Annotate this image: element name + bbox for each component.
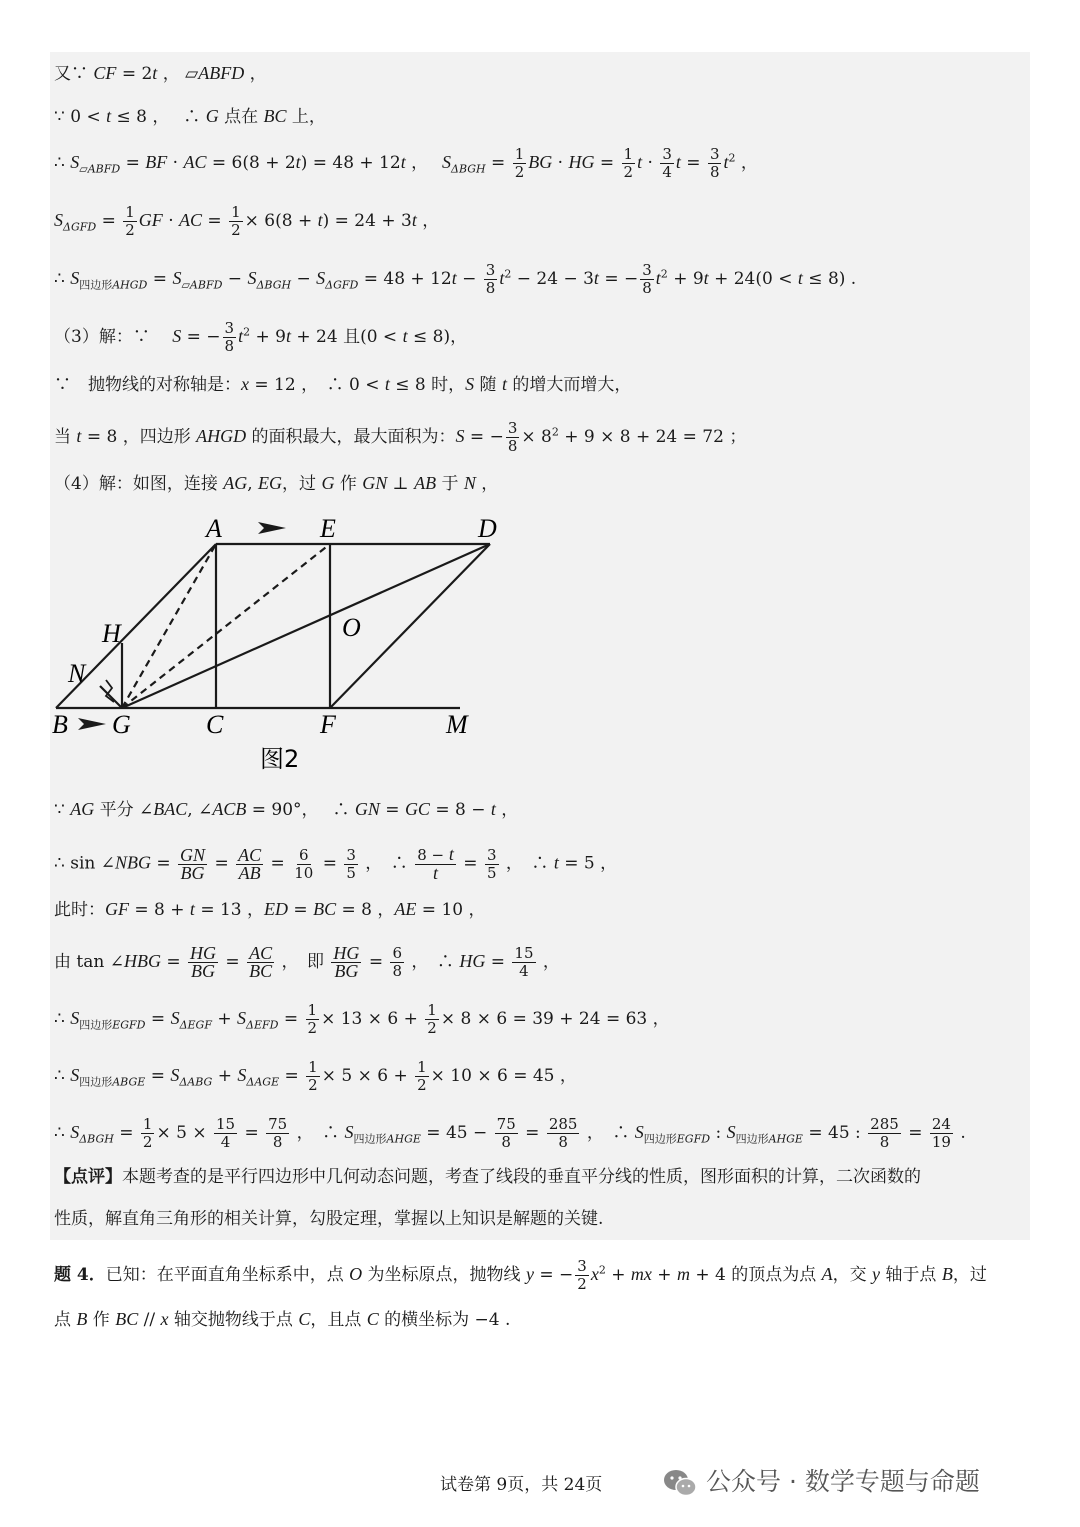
review-text-1: 本题考查的是平行四边形中几何动态问题，考查了线段的垂直平分线的性质，图形面积的计算，二次函数的 xyxy=(122,1167,921,1187)
page-footer: 试卷第 9页，共 24页 xyxy=(440,1475,603,1495)
solution-line-13: 由 tan ∠HBG = $\frac{HG}{BG}$ = $\frac{AC}{BC}$ ， 即 $\frac{HG}{BG}$ = $\frac{6}{8}$ ， ∴ HG = $\frac{15}{4}$ ， xyxy=(54,943,560,981)
point-label-e: E xyxy=(320,514,336,543)
solution-line-11: ∴ sin ∠NBG = $\frac{GN}{BG}$ = $\frac{AC}{AB}$ = $\frac{6}{10}$ = $\frac{3}{5}$ ， ∴ $\frac{8 - t}{t}$ = $\frac{3}{5}$ ， ∴ t = 5 ， xyxy=(54,844,618,883)
point-label-a: A xyxy=(206,514,222,543)
solution-line-8: 当 t = 8 ，四边形 AHGD 的面积最大，最大面积为：S = − $\frac{3}{8}$ × $8^2 + 9 \times 8 + 24 = 72$ ； xyxy=(54,419,747,455)
review-line-1 xyxy=(54,1166,921,1188)
solution-line-2: ∵ 0 < t ≤ 8 ， ∴ G 点在 BC 上， xyxy=(54,106,326,127)
point-label-m: M xyxy=(446,710,468,739)
problem-4-line-1: 题 4．已知：在平面直角坐标系中，点 O 为坐标原点，抛物线 y = − $\frac{3}{2}$ $x^2$ + mx + m + 4 的顶点为点 A，交 y 轴于点 B，过 xyxy=(54,1257,987,1293)
wechat-icon xyxy=(662,1468,698,1498)
problem-label: 题 4． xyxy=(54,1265,106,1285)
point-label-f: F xyxy=(320,710,336,739)
review-label: 【点评】 xyxy=(54,1167,122,1187)
solution-line-4: $S_{\Delta GFD}$ = $\frac{1}{2}$ GF · AC = $\frac{1}{2}$ × 6(8 + t) = 24 + 3t ， xyxy=(54,203,440,239)
problem-4-line-2: 点 B 作 BC // x 轴交抛物线于点 C，且点 C 的横坐标为 −4 . xyxy=(54,1309,511,1330)
solution-line-15: ∴ $S_{四边形ABGE} = S_{\Delta ABG} + S_{\Delta AGE}$ = $\frac{1}{2}$ × 5 × 6 + $\frac{1}{2}$ × 10 × 6 = 45 ， xyxy=(54,1058,577,1094)
figure-caption: 图2 xyxy=(260,745,300,773)
solution-line-12: 此时：GF = 8 + t = 13 ，ED = BC = 8 ，AE = 10 ， xyxy=(54,899,486,920)
review-line-2: 性质，解直角三角形的相关计算，勾股定理，掌握以上知识是解题的关键. xyxy=(54,1209,604,1229)
solution-line-1: 又∵ CF = 2t ， ▱ABFD ， xyxy=(54,63,267,84)
solution-line-10: ∵ AG 平分 ∠BAC, ∠ACB = 90°， ∴ GN = GC = 8 − t ， xyxy=(54,799,519,820)
arrow-icon xyxy=(258,522,286,534)
geometry-figure xyxy=(50,512,510,777)
point-label-d: D xyxy=(478,514,497,543)
point-label-n: N xyxy=(68,659,86,688)
solution-line-9: （4）解：如图，连接 AG, EG，过 G 作 GN ⊥ AB 于 N ， xyxy=(54,473,499,494)
point-label-b: B xyxy=(52,710,68,739)
solution-line-14: ∴ $S_{四边形EGFD} = S_{\Delta EGF} + S_{\Delta EFD}$ = $\frac{1}{2}$ × 13 × 6 + $\frac{1}{2}$ × 8 × 6 = 39 + 24 = 63 ， xyxy=(54,1001,670,1037)
point-label-c: C xyxy=(206,710,224,739)
arrow-icon xyxy=(78,718,106,730)
solution-line-3: ∴ $S_{▱ABFD}$ = BF · AC = 6(8 + 2t) = 48 + 12t ， $S_{\Delta BGH}$ = $\frac{1}{2}$ BG · HG = $\frac{1}{2}$ t · $\frac{3}{4}$ t = $\frac{3}{8}$ $t^2$ ， xyxy=(54,145,758,181)
watermark-text: 公众号 · 数学专题与命题 xyxy=(706,1467,980,1496)
solution-line-7: ∵ 抛物线的对称轴是：x = 12 ， ∴ 0 < t ≤ 8 时，S 随 t 的增大而增大， xyxy=(54,374,632,395)
solution-line-16: ∴ $S_{\Delta BGH}$ = $\frac{1}{2}$ × 5 × $\frac{15}{4}$ = $\frac{75}{8}$ ， ∴ $S_{四边形AHGE} = 45$ − $\frac{75}{8}$ = $\frac{285}{8}$ ， ∴ $S_{四边形EGFD}$ : $S_{四边形AHGE} = 45$ : $\frac{285}{8}$ = $\frac{24}{19}$ . xyxy=(54,1115,966,1151)
watermark xyxy=(662,1462,980,1498)
point-label-h: H xyxy=(102,619,121,648)
solution-line-5: ∴ $S_{四边形AHGD} = S_{▱ABFD} - S_{\Delta BGH} - S_{\Delta GFD} = 48 + 12t$ − $\frac{3}{8}$ $t^2 - 24 - 3t$ = − $\frac{3}{8}$ $t^2 + 9t + 24(0 < t \le 8)$ . xyxy=(54,261,857,297)
point-label-g: G xyxy=(112,710,131,739)
point-label-o: O xyxy=(342,613,361,642)
solution-line-6: （3）解：∵ S = − $\frac{3}{8}$ $t^2 + 9t + 24$ 且(0 < t ≤ 8)， xyxy=(54,319,468,355)
